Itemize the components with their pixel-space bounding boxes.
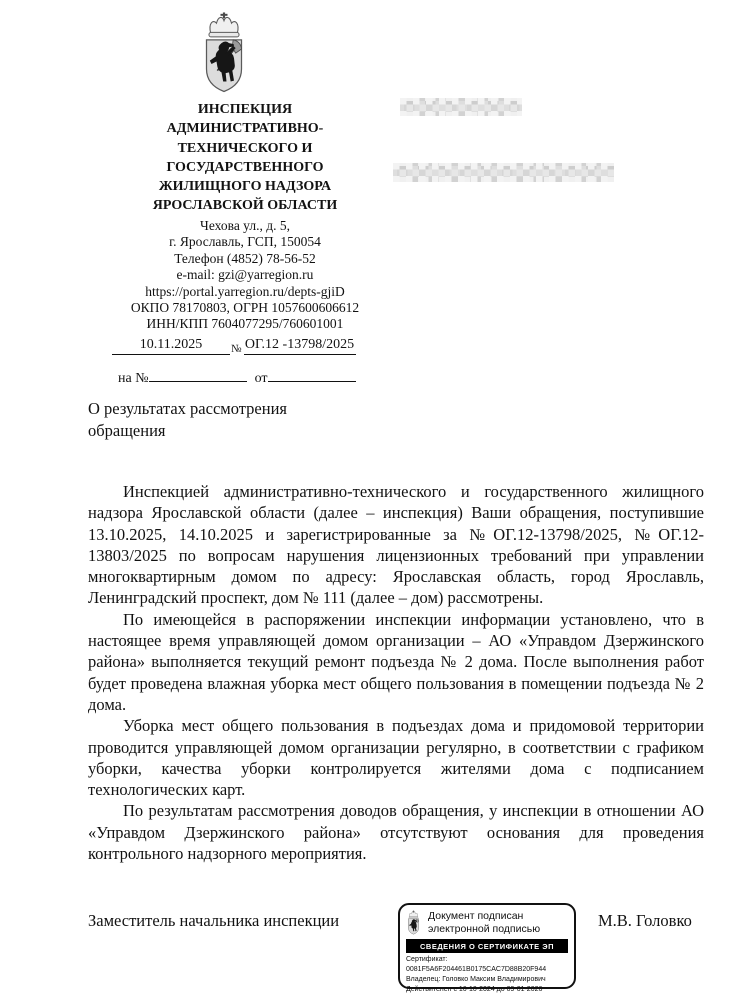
stamp-validity-line: Действителен с 16-10-2024 до 09-01-2026 [406,985,543,993]
coat-of-arms-icon [199,12,249,96]
body-paragraph: Инспекцией административно-технического и государственного жилищного надзора Ярославской области (далее – инспекция) Ваши обращения, поступившие 13.10.2025, 14.10.2025 и зарегистрированные за №ОГ.12-13798/2025, №ОГ.12-13803/2025 по вопросам нарушения лицензионных требований при управлении многоквартирным домом по адресу: Ярославская область, город Ярославль, Ленинградский проспект, дом № 111 (далее – дом) рассмотрены. [88,482,704,608]
org-okpo-ogrn-line: ОКПО 78170803, ОГРН 1057600606612 [130,300,360,316]
body-paragraph: По результатам рассмотрения доводов обращения, у инспекции в отношении АО «Управдом Дзержинского района» отсутствуют основания для проведения контрольного надзорного мероприятия. [88,801,704,864]
stamp-header [406,910,568,936]
org-name-line: ЯРОСЛАВСКОЙ ОБЛАСТИ [152,198,338,214]
letter-number: ОГ.12 -13798/2025 [244,337,356,355]
org-inn-kpp-line: ИНН/КПП 7604077295/760601001 [146,316,344,332]
coat-of-arms-small-icon [406,910,421,936]
stamp-title [428,910,540,936]
stamp-details [406,955,568,995]
body-paragraph: Уборка мест общего пользования в подъездах дома и придомовой территории проводится управляющей домом организации регулярно, в соответствии с графиком уборки, качества уборки контролируется жителями дома с подписанием технологических карт. [88,716,704,800]
org-phone-line: Телефон (4852) 78-56-52 [174,250,316,266]
date-number-row [112,337,356,355]
stamp-owner-line: Владелец: Головко Максим Владимирович [406,975,546,983]
letter-date: 10.11.2025 [112,337,230,355]
org-name-line: ЖИЛИЩНОГО НАДЗОРА [158,179,332,195]
stamp-title-line2: электронной подписью [428,923,541,935]
org-website-line: https://portal.yarregion.ru/depts-gjiD [145,283,345,299]
org-name-line: ИНСПЕКЦИЯ [197,102,293,117]
org-name-line: АДМИНИСТРАТИВНО- [166,121,324,137]
org-name-block [95,100,395,216]
reply-number-blank [149,367,247,382]
letter-subject: О результатах рассмотрения обращения [88,399,287,440]
reply-from-label: от [254,371,268,386]
org-city-line: г. Ярославль, ГСП, 150054 [169,234,321,250]
stamp-certificate-bar: СВЕДЕНИЯ О СЕРТИФИКАТЕ ЭП [406,939,568,953]
org-street-line: Чехова ул., д. 5, [200,218,290,233]
redacted-recipient-name [400,98,522,116]
redacted-recipient-contact [393,163,614,182]
digital-signature-stamp [398,903,576,993]
stamp-title-line1: Документ подписан [428,910,524,922]
body-paragraph: По имеющейся в распоряжении инспекции информации установлено, что в настоящее время управляющей домом организации – АО «Управдом Дзержинского района» выполняется текущий ремонт подъезда № 2 дома. После выполнения работ будет проведена влажная уборка мест общего пользования в помещении подъезда № 2 дома. [88,609,704,714]
reply-prefix: на № [118,371,149,386]
signer-name: М.В. Головко [598,911,692,930]
number-sign: № [231,343,242,355]
signer-position: Заместитель начальника инспекции [88,911,340,930]
org-name-line: ТЕХНИЧЕСКОГО И [177,140,313,156]
stamp-certificate-line: Сертификат: 0081F5A6F204461B0175CAC7D88B20F944 [406,955,547,973]
reply-date-blank [268,367,356,382]
org-email-line: e-mail: gzi@yarregion.ru [176,267,314,283]
letter-body [88,481,704,864]
org-contacts-block [95,218,395,333]
reply-reference-row [118,367,356,387]
org-name-line: ГОСУДАРСТВЕННОГО [166,159,324,175]
